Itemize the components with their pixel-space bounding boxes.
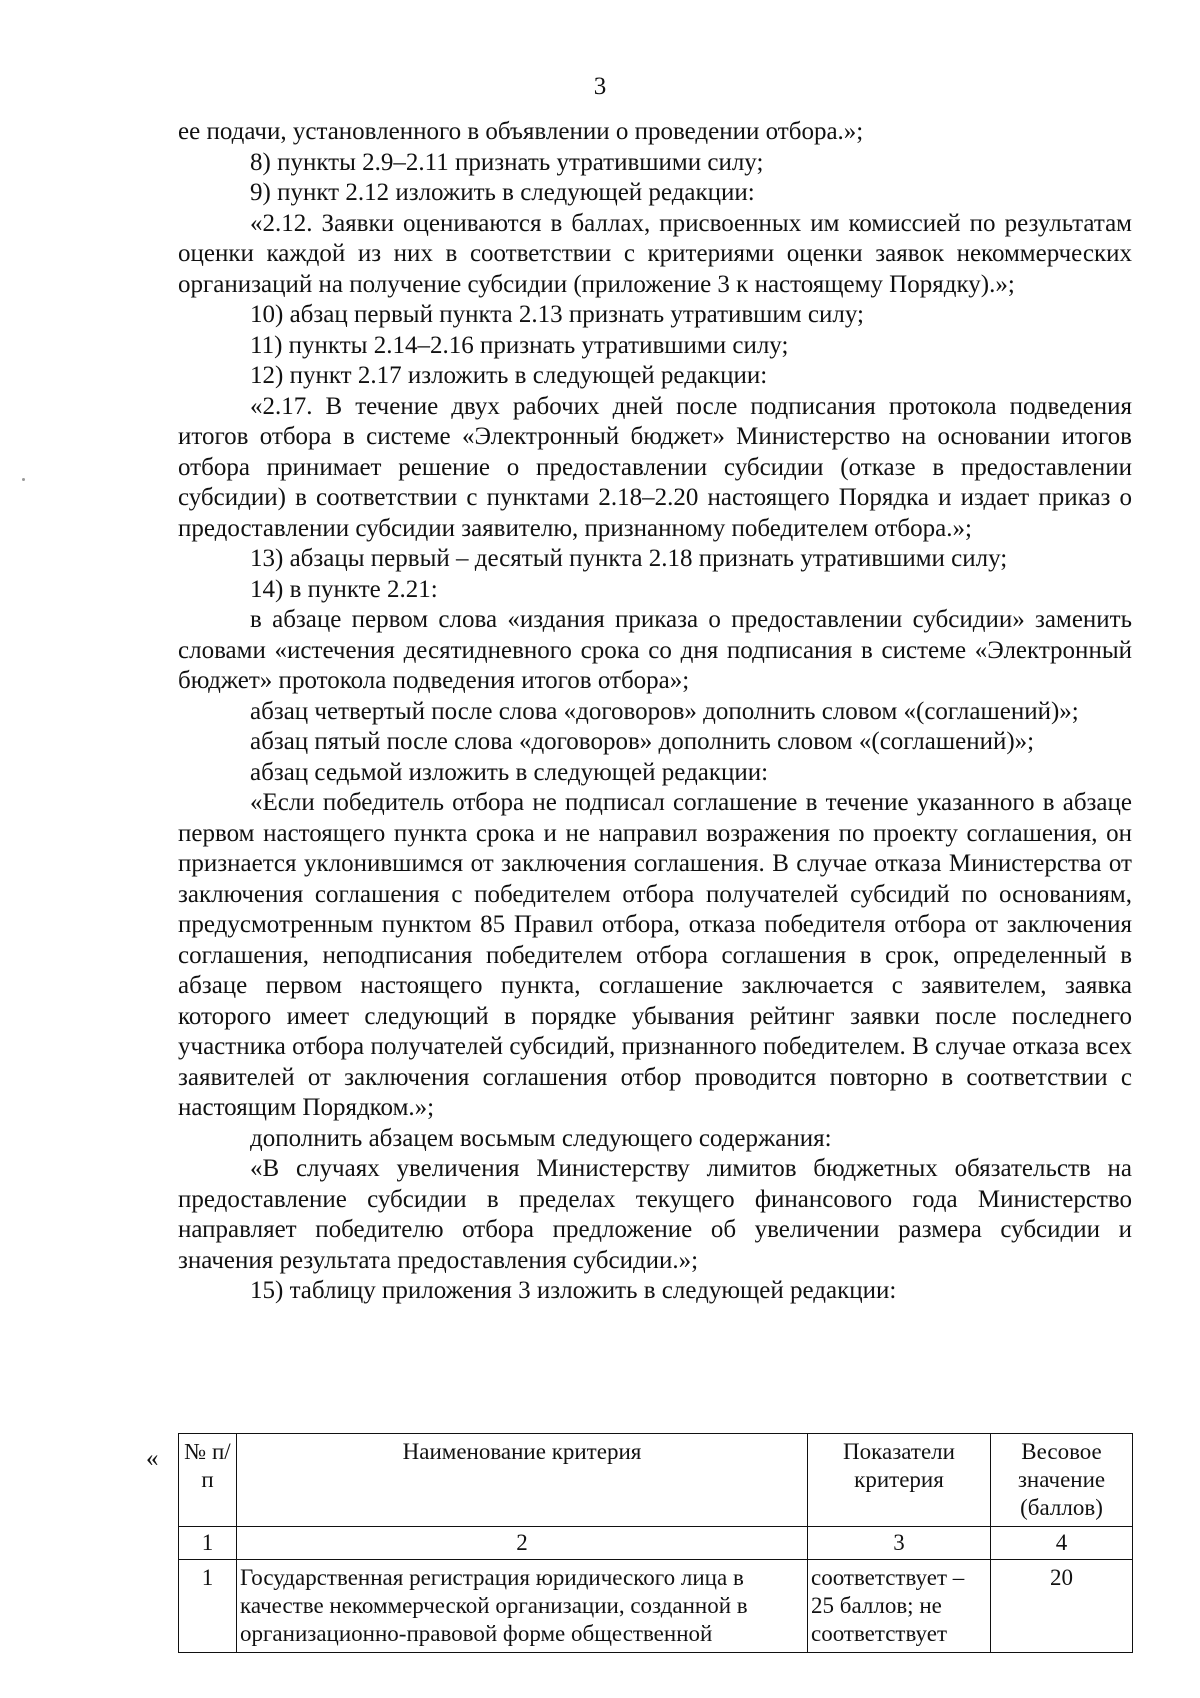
paragraph-abzac-4: абзац четвертый после слова «договоров» дополнить словом «(соглашений)»; [250,697,1079,725]
paragraph-item-8: 8) пункты 2.9–2.11 признать утратившими силу; [250,148,764,176]
column-number: 2 [237,1527,808,1560]
page-number: 3 [593,73,607,100]
header-weight: Весовое значение (баллов) [991,1434,1133,1527]
document-body [178,117,1132,1307]
paragraph-item-13: 13) абзацы первый – десятый пункта 2.18 признать утратившими силу; [250,545,1008,572]
header-name: Наименование критерия [237,1434,808,1527]
paragraph-abzac-1: в абзаце первом слова «издания приказа о предоставлении субсидии» заменить словами «истечения десятидневного срока со дня подписания в системе «Электронный бюджет» протокола подведения итогов отбора»; [178,606,1132,694]
column-number: 4 [991,1527,1133,1560]
table-open-quote: « [146,1445,159,1472]
paragraph-item-12: 12) пункт 2.17 изложить в следующей редакции: [250,362,768,389]
criteria-table [178,1433,1133,1653]
paragraph-continuation: ее подачи, установленного в объявлении о проведении отбора.»; [178,118,864,145]
header-num: № п/п [179,1434,237,1527]
row-weight: 20 [991,1560,1133,1653]
paragraph-quote-2-17: «2.17. В течение двух рабочих дней после подписания протокола подведения итогов отбора в системе «Электронный бюджет» Министерство на основании итогов отбора принимает решение о предоставлении субсидии (отказе в предоставлении субсидии) в соответствии с пунктами 2.18–2.20 настоящего Порядка и издает приказ о предоставлении субсидии заявителю, признанному победителем отбора.»; [178,392,1132,542]
column-number: 1 [179,1527,237,1560]
paragraph-item-11: 11) пункты 2.14–2.16 признать утратившими силу; [250,331,789,359]
margin-speck [22,478,25,481]
column-number: 3 [808,1527,991,1560]
header-indicators: Показатели критерия [808,1434,991,1527]
row-criterion-name: Государственная регистрация юридического лица в качестве некоммерческой организации, созданной в организационно-правовой форме общественной [237,1560,808,1653]
row-indicators: соответствует – 25 баллов; не соответствует [808,1560,991,1653]
row-num: 1 [179,1560,237,1653]
table-row [179,1560,1133,1653]
table-header-row [179,1434,1133,1527]
table-column-numbers-row [179,1527,1133,1560]
paragraph-item-10: 10) абзац первый пункта 2.13 признать утратившим силу; [250,301,864,328]
paragraph-quote-abzac-8: «В случаях увеличения Министерству лимитов бюджетных обязательств на предоставление субсидии в пределах текущего финансового года Министерство направляет победителю отбора предложение об увеличении размера субсидии и значения результата предоставления субсидии.»; [178,1155,1132,1274]
paragraph-abzac-8-intro: дополнить абзацем восьмым следующего содержания: [250,1124,832,1152]
paragraph-quote-2-12: «2.12. Заявки оцениваются в баллах, присвоенных им комиссией по результатам оценки каждой из них в соответствии с критериями оценки заявок некоммерческих организаций на получение субсидии (приложение 3 к настоящему Порядку).»; [178,209,1132,298]
paragraph-item-15: 15) таблицу приложения 3 изложить в следующей редакции: [250,1277,897,1304]
paragraph-quote-abzac-7: «Если победитель отбора не подписал соглашение в течение указанного в абзаце первом настоящего пункта срока и не направил возражения по проекту соглашения, он признается уклонившимся от заключения соглашения. В случае отказа Министерства от заключения соглашения с победителем отбора получателей субсидий по основаниям, предусмотренным пунктом 85 Правил отбора, отказа победителя отбора от заключения соглашения, неподписания победителем отбора соглашения в срок, определенный в абзаце первом настоящего пункта, соглашение заключается с заявителем, заявка которого имеет следующий в порядке убывания рейтинг заявки после последнего участника отбора получателей субсидий, признанного победителем. В случае отказа всех заявителей от заключения соглашения отбор проводится повторно в соответствии с настоящим Порядком.»; [178,789,1132,1121]
paragraph-item-9: 9) пункт 2.12 изложить в следующей редакции: [250,179,755,206]
paragraph-abzac-5: абзац пятый после слова «договоров» дополнить словом «(соглашений)»; [250,728,1035,755]
paragraph-item-14: 14) в пункте 2.21: [250,575,438,603]
paragraph-abzac-7: абзац седьмой изложить в следующей редакции: [250,758,769,786]
